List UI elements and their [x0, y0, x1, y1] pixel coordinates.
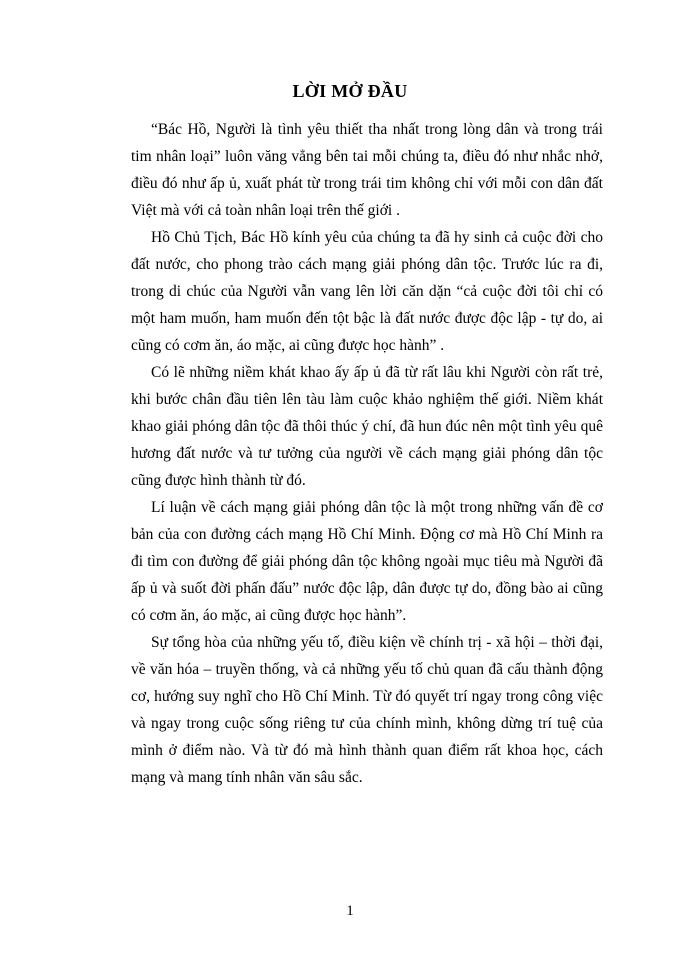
paragraph-4: Lí luận về cách mạng giải phóng dân tộc là một trong những vấn đề cơ bản của con đường cách mạng Hồ Chí Minh. Động cơ mà Hồ Chí Minh ra đi tìm con đường để giải phóng dân tộc không ngoài mục tiêu mà Người đã ấp ủ và suốt đời phấn đấu” nước độc lập, dân được tự do, đồng bào ai cũng có cơm ăn, áo mặc, ai cũng được học hành”.: [131, 499, 603, 624]
paragraph-5: Sự tổng hòa của những yếu tố, điều kiện về chính trị - xã hội – thời đại, về văn hóa – truyền thống, và cả những yếu tố chủ quan đã cấu thành động cơ, hướng suy nghĩ cho Hồ Chí Minh. Từ đó quyết trí ngay trong công việc và ngay trong cuộc sống riêng tư của chính mình, không dừng trí tuệ của mình ở điểm nào. Và từ đó mà hình thành quan điểm rất khoa học, cách mạng và mang tính nhân văn sâu sắc.: [131, 634, 603, 786]
paragraph-1: “Bác Hồ, Người là tình yêu thiết tha nhất trong lòng dân và trong trái tim nhân loại” luôn văng vẳng bên tai mỗi chúng ta, điều đó như nhắc nhở, điều đó như ấp ủ, xuất phát từ trong trái tim không chỉ với mỗi con dân đất Việt mà với cả toàn nhân loại trên thế giới .: [131, 121, 603, 219]
page-number: 1: [346, 903, 354, 919]
paragraph-3: Có lẽ những niềm khát khao ấy ấp ủ đã từ rất lâu khi Người còn rất trẻ, khi bước chân đầu tiên lên tàu làm cuộc khảo nghiệm thế giới. Niềm khát khao giải phóng dân tộc đã thôi thúc ý chí, đã hun đúc nên một tình yêu quê hương đất nước và tư tưởng của người về cách mạng giải phóng dân tộc cũng được hình thành từ đó.: [131, 364, 603, 489]
page-title: LỜI MỞ ĐẦU: [292, 81, 408, 101]
document-body: [131, 116, 603, 791]
paragraph-2: Hồ Chủ Tịch, Bác Hồ kính yêu của chúng ta đã hy sinh cả cuộc đời cho đất nước, cho phong trào cách mạng giải phóng dân tộc. Trước lúc ra đi, trong di chúc của Người vẫn vang lên lời căn dặn “cả cuộc đời tôi chỉ có một ham muốn, ham muốn đến tột bậc là đất nước được độc lập - tự do, ai cũng có cơm ăn, áo mặc, ai cũng được học hành” .: [131, 229, 603, 354]
